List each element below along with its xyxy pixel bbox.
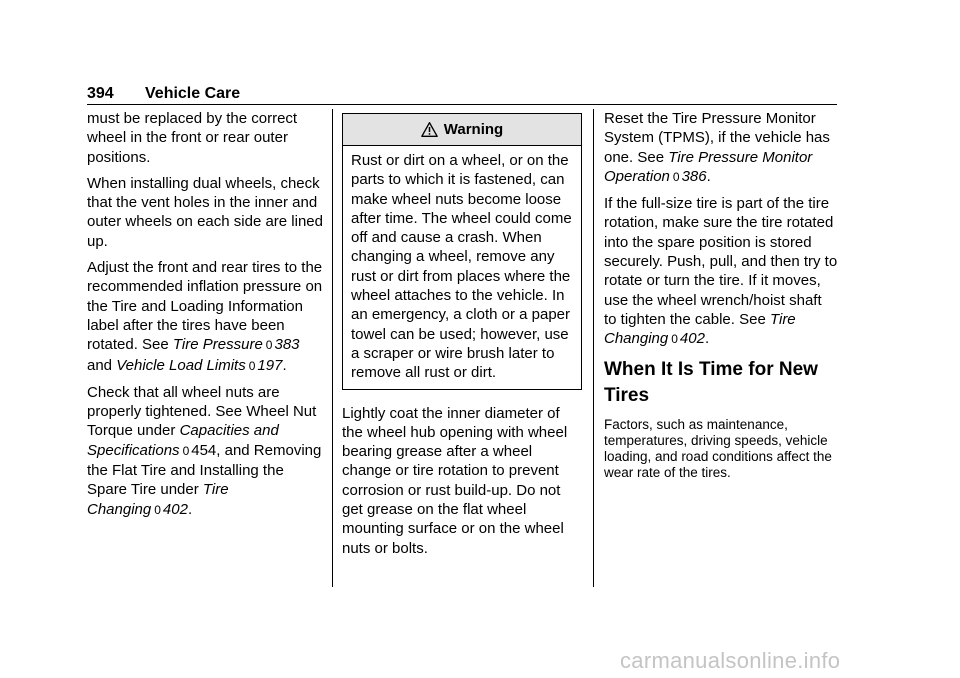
link-tire-changing-page[interactable]: 402 (162, 500, 188, 518)
paragraph-reset-tpms: Reset the Tire Pressure Monitor System (TPMS), if the vehicle has one. See Tire Pressure Monitor Operation 0 386. (604, 110, 830, 185)
page-ref-arrow-icon: 0 (154, 502, 161, 517)
warning-triangle-icon (421, 121, 438, 138)
page-ref-arrow-icon: 0 (182, 443, 190, 458)
paragraph-wheel-nuts: Check that all wheel nuts are properly tightened. See Wheel Nut Torque under Capacities and Specifications 0 454, and Removing the Flat Tire and Installing the Spare Tire under Tire Changing 0 402. (87, 383, 322, 518)
column-divider-2 (593, 109, 594, 587)
header-rule (87, 104, 837, 105)
link-capacities-specifications[interactable]: Capacities and Specifications (87, 422, 279, 459)
section-title-new-tires: When It Is Time for New Tires (604, 358, 818, 406)
paragraph-spare-tire: If the full-size tire is part of the tire rotation, make sure the tire rotated into the spare position is stored securely. Push, pull, and then try to rotate or turn the tire. If it moves, use the wheel wrench/hoist shaft to tighten the cable. See Tire Changing 0 402. (604, 195, 838, 348)
page-ref-arrow-icon: 0 (671, 332, 678, 347)
paragraph-replace-wheel: must be replaced by the correct wheel in the front or rear outer positions. (87, 110, 298, 166)
page-header (87, 84, 837, 104)
paragraph-wheel-hub-grease: Lightly coat the inner diameter of the wheel hub opening with wheel bearing grease after a wheel change or tire rotation to prevent corrosion or rust build-up. Do not get grease on the flat wheel mounting surface or on the wheel nuts or bolts. (342, 404, 568, 557)
page-ref-arrow-icon: 0 (248, 358, 256, 373)
paragraph-wear-factors: Factors, such as maintenance, temperatures, driving speeds, vehicle loading, and road conditions affect the wear rate of the tires. (604, 416, 832, 480)
watermark: carmanualsonline.info (620, 648, 841, 673)
link-tire-changing-2[interactable]: Tire Changing (604, 310, 796, 348)
link-tire-pressure-page[interactable]: 383 (274, 336, 300, 354)
column-divider-1 (332, 109, 333, 587)
warning-box (342, 113, 582, 390)
page-ref-arrow-icon: 0 (672, 169, 680, 184)
warning-header (343, 114, 581, 146)
link-tire-changing-2-page[interactable]: 402 (679, 330, 705, 348)
page-ref-arrow-icon: 0 (265, 338, 273, 353)
paragraph-dual-wheels: When installing dual wheels, check that the vent holes in the inner and outer wheels on each side are lined up. (87, 174, 323, 250)
column-1 (87, 109, 323, 527)
link-tire-pressure[interactable]: Tire Pressure (172, 336, 263, 354)
link-vehicle-load-limits-page[interactable]: 197 (257, 356, 283, 374)
column-3 (604, 109, 838, 488)
link-tpms-operation[interactable]: Tire Pressure Monitor Operation (604, 148, 813, 185)
page-number: 394 (87, 85, 114, 102)
warning-title: Warning (443, 120, 504, 138)
link-capacities-page[interactable]: 454 (191, 441, 217, 459)
link-vehicle-load-limits[interactable]: Vehicle Load Limits (116, 356, 246, 374)
link-tire-changing[interactable]: Tire Changing (87, 481, 229, 518)
warning-text: Rust or dirt on a wheel, or on the parts to which it is fastened, can make wheel nuts become loose after time. The wheel could come off and cause a crash. When changing a wheel, remove any rust or dirt from places where the wheel attaches to the vehicle. In an emergency, a cloth or a paper towel can be used; however, use a scraper or wire brush later to remove all rust or dirt. (351, 152, 572, 382)
section-heading: Vehicle Care (145, 85, 241, 102)
column-2 (342, 109, 582, 565)
link-tpms-page[interactable]: 386 (681, 167, 707, 185)
paragraph-adjust-pressure: Adjust the front and rear tires to the recommended inflation pressure on the Tire and Loading Information label after the tires have been rotated. See Tire Pressure 0 383 and Vehicle Load Limits 0 197. (87, 259, 323, 374)
